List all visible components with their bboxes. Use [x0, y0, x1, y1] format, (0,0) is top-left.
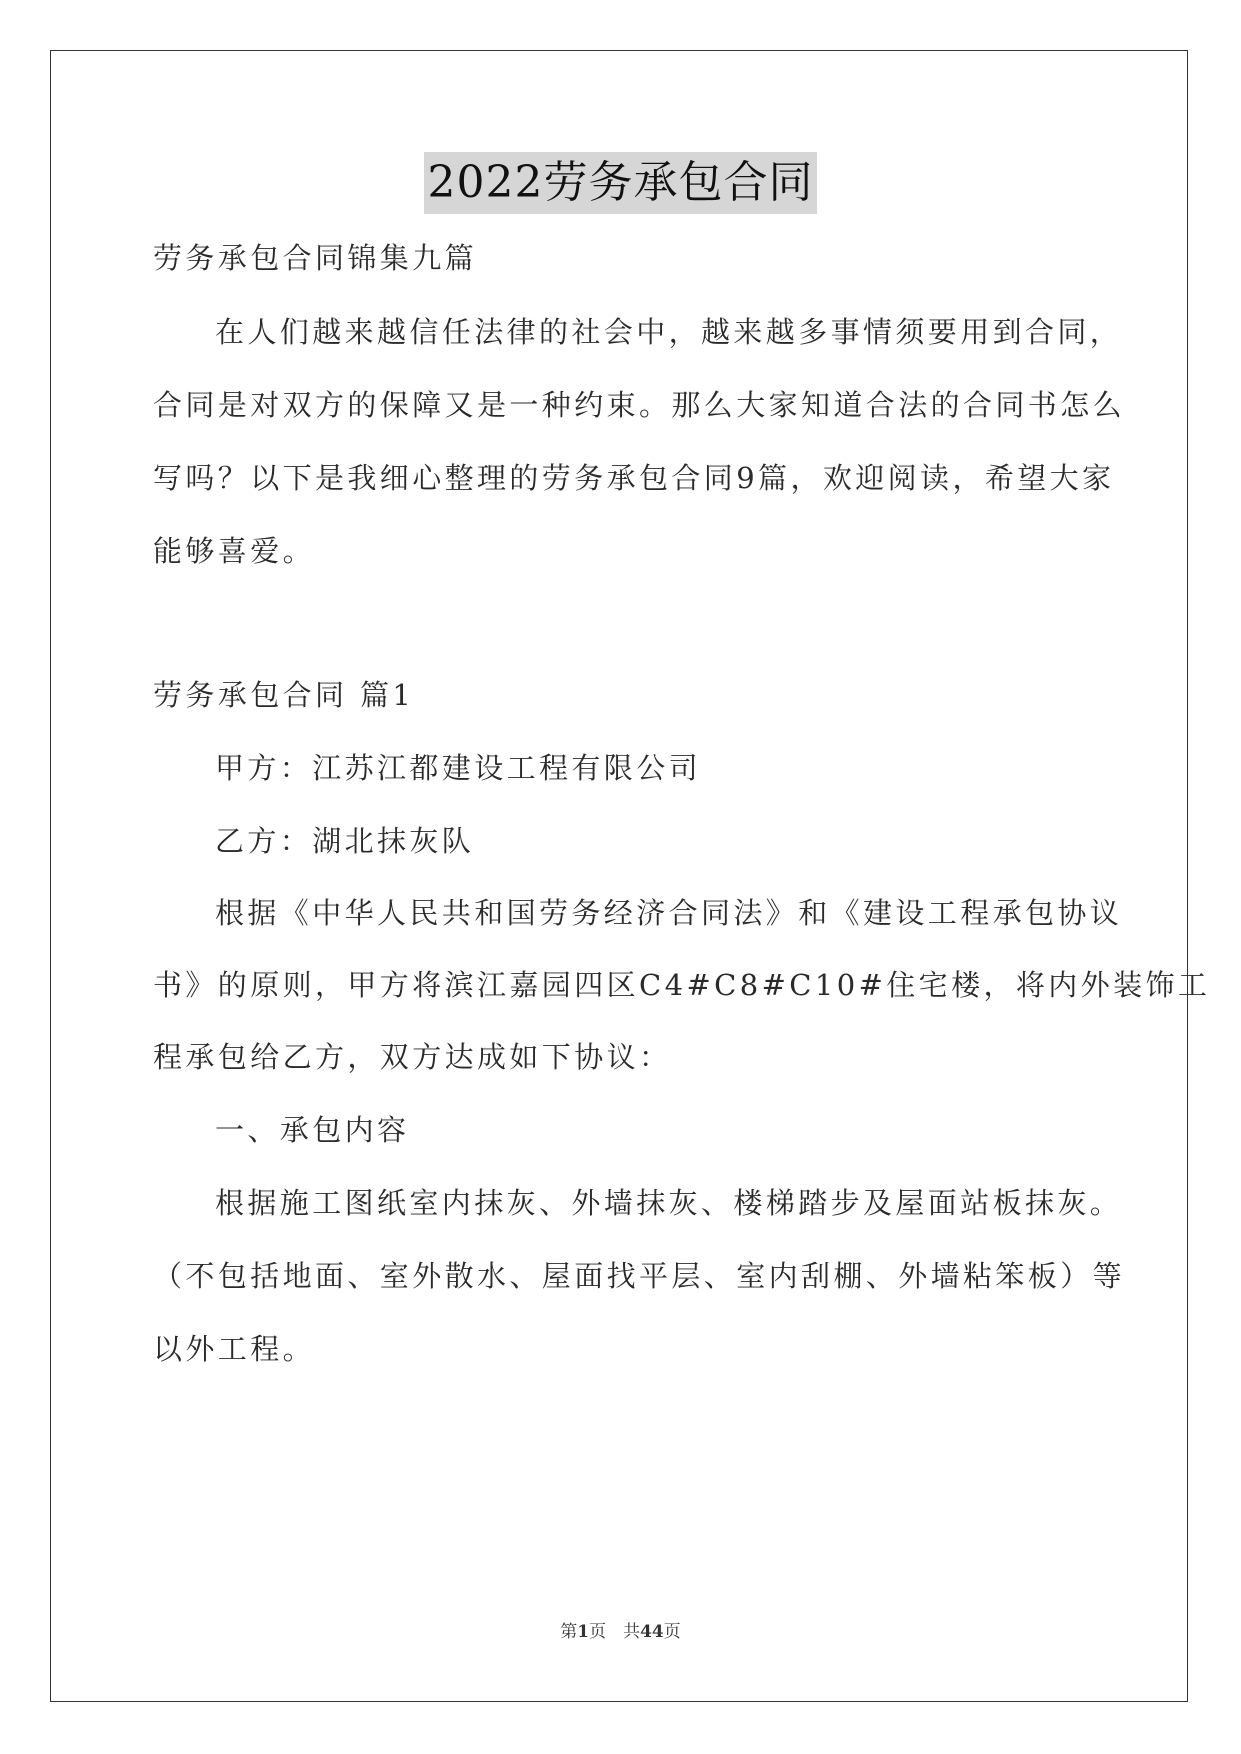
intro-line-3: 写吗？以下是我细心整理的劳务承包合同9篇，欢迎阅读，希望大家 [153, 461, 1115, 495]
content-line-3: 以外工程。 [153, 1332, 316, 1366]
party-b: 乙方：湖北抹灰队 [215, 824, 475, 858]
intro-line-1: 在人们越来越信任法律的社会中，越来越多事情须要用到合同， [215, 315, 1123, 349]
basis-line-2: 书》的原则，甲方将滨江嘉园四区C4#C8#C10#住宅楼，将内外装饰工 [153, 968, 1211, 1002]
section-heading: 劳务承包合同 篇1 [153, 678, 415, 712]
page-footer [0, 1620, 1241, 1644]
intro-line-4: 能够喜爱。 [153, 534, 316, 568]
page-border [50, 50, 1188, 1702]
content-line-2: （不包括地面、室外散水、屋面找平层、室内刮棚、外墙粘笨板）等 [153, 1259, 1126, 1293]
basis-line-1: 根据《中华人民共和国劳务经济合同法》和《建设工程承包协议 [215, 896, 1123, 930]
footer-mid: 页 共 [589, 1622, 641, 1642]
footer-prefix: 第 [560, 1622, 578, 1642]
intro-line-2: 合同是对双方的保障又是一种约束。那么大家知道合法的合同书怎么 [153, 388, 1126, 422]
basis-line-3: 程承包给乙方，双方达成如下协议： [153, 1040, 672, 1074]
title-container [0, 152, 1241, 214]
current-page-number: 1 [577, 1622, 590, 1642]
party-a: 甲方：江苏江都建设工程有限公司 [215, 751, 702, 785]
document-title: 2022劳务承包合同 [424, 152, 818, 214]
clause-heading: 一、承包内容 [215, 1113, 410, 1147]
content-line-1: 根据施工图纸室内抹灰、外墙抹灰、楼梯踏步及屋面站板抹灰。 [215, 1186, 1123, 1220]
document-subtitle: 劳务承包合同锦集九篇 [153, 241, 478, 275]
total-page-count: 44 [640, 1622, 664, 1642]
footer-suffix: 页 [663, 1622, 681, 1642]
